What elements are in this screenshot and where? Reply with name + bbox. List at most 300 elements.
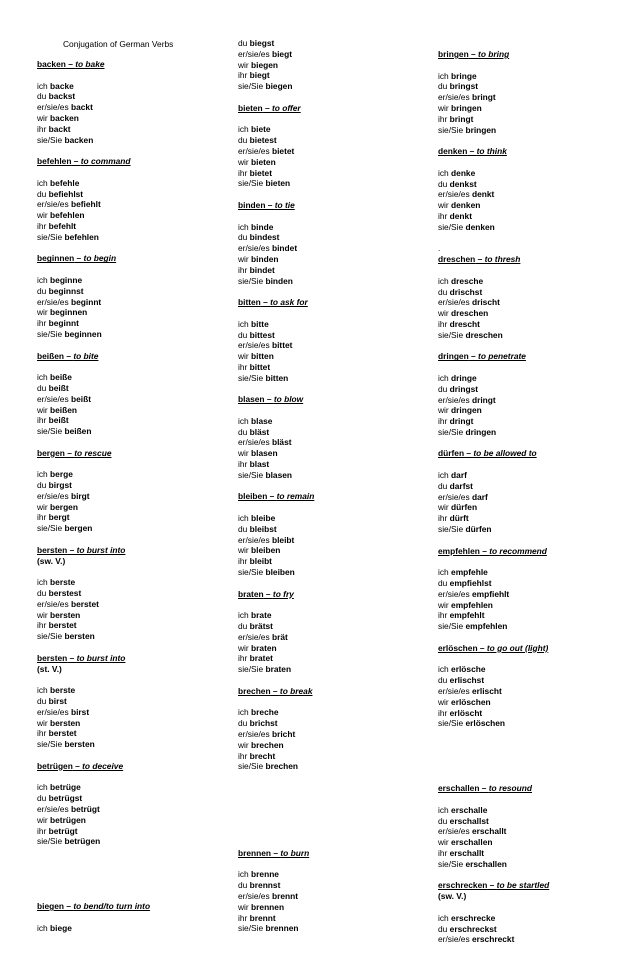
verb-form: erlöscht: [449, 707, 483, 718]
blank-line: [238, 599, 428, 610]
verb-infinitive: empfehlen: [438, 545, 480, 556]
pronoun: wir: [438, 200, 449, 211]
pronoun: sie/Sie: [238, 923, 264, 934]
verb-heading: bitten – to ask for: [238, 297, 308, 308]
verb-form: bringt: [471, 92, 496, 103]
verb-entry: [238, 589, 428, 675]
conjugation-row: [238, 880, 428, 891]
verb-heading: binden – to tie: [238, 199, 295, 210]
conjugation-row: [37, 275, 227, 286]
verb-meaning: to remain: [276, 491, 315, 502]
pronoun: ihr: [238, 70, 248, 81]
conjugation-row: [37, 793, 227, 804]
pronoun: du: [438, 815, 448, 826]
conjugation-row: [238, 340, 428, 351]
pronoun: ihr: [438, 513, 448, 524]
verb-form: empfiehlst: [449, 578, 492, 589]
conjugation-row: [238, 459, 428, 470]
verb-meaning: to penetrate: [478, 351, 526, 362]
verb-form: bringt: [449, 113, 474, 124]
conjugation-row: [37, 588, 227, 599]
pronoun: er/sie/es: [438, 189, 470, 200]
verb-entry: [438, 643, 628, 729]
conjugation-row: [438, 924, 628, 935]
verb-form: beiße: [50, 372, 72, 383]
conjugation-row: [238, 632, 428, 643]
conjugation-row: [37, 512, 227, 523]
pronoun: sie/Sie: [238, 664, 264, 675]
conjugation-row: [37, 685, 227, 696]
conjugation-row: [438, 427, 628, 438]
conjugation-row: [238, 38, 428, 49]
verb-infinitive: blasen: [238, 394, 265, 405]
verb-entry: [37, 545, 227, 642]
pronoun: er/sie/es: [238, 340, 270, 351]
pronoun: ich: [238, 513, 249, 524]
conjugation-column-1: [37, 59, 227, 934]
pronoun: er/sie/es: [238, 437, 270, 448]
pronoun: ihr: [438, 113, 448, 124]
verb-meaning: to bite: [73, 350, 99, 361]
pronoun: ihr: [438, 210, 448, 221]
conjugation-row: [238, 330, 428, 341]
verb-form: blasen: [251, 448, 278, 459]
verb-form: brechen: [251, 739, 284, 750]
conjugation-row: [438, 600, 628, 611]
conjugation-row: [37, 523, 227, 534]
verb-entry: [37, 653, 227, 750]
pronoun: ihr: [438, 318, 448, 329]
pronoun: wir: [238, 901, 249, 912]
verb-meaning: to rescue: [74, 447, 112, 458]
pronoun: sie/Sie: [238, 275, 264, 286]
verb-form: backt: [70, 102, 93, 113]
pronoun: sie/Sie: [37, 836, 63, 847]
pronoun: wir: [238, 545, 249, 556]
pronoun: ich: [238, 221, 249, 232]
verb-heading: dürfen – to be allowed to: [438, 448, 537, 459]
verb-form: erschrecke: [451, 912, 496, 923]
verb-form: bringe: [451, 70, 477, 81]
pronoun: ich: [438, 167, 449, 178]
pronoun: er/sie/es: [438, 826, 470, 837]
conjugation-row: [238, 740, 428, 751]
conjugation-row: [238, 254, 428, 265]
pronoun: ich: [438, 372, 449, 383]
verb-form: bindest: [249, 232, 280, 243]
conjugation-row: [438, 675, 628, 686]
conjugation-row: [37, 199, 227, 210]
pronoun: ich: [37, 685, 48, 696]
pronoun: du: [238, 880, 248, 891]
verb-heading: backen – to bake: [37, 59, 105, 69]
verb-form: dürfen: [451, 502, 478, 513]
verb-form: brätst: [249, 621, 273, 632]
conjugation-row: [238, 124, 428, 135]
verb-meaning: to bend/to turn into: [73, 901, 151, 912]
conjugation-row: [438, 416, 628, 427]
verb-entry: [438, 49, 628, 135]
conjugation-row: [37, 739, 227, 750]
pronoun: ich: [238, 124, 249, 135]
conjugation-row: [238, 556, 428, 567]
verb-entry: [438, 351, 628, 437]
pronoun: wir: [438, 405, 449, 416]
pronoun: wir: [238, 59, 249, 70]
verb-meaning: to burn: [280, 847, 310, 858]
pronoun: du: [238, 523, 248, 534]
pronoun: er/sie/es: [238, 534, 270, 545]
verb-form: blast: [249, 459, 270, 470]
conjugation-row: [37, 718, 227, 729]
verb-form: berste: [50, 685, 76, 696]
conjugation-row: [37, 221, 227, 232]
conjugation-row: [238, 869, 428, 880]
verb-heading: bersten – to burst into: [37, 544, 126, 555]
verb-meaning: to thresh: [484, 254, 521, 265]
conjugation-row: [438, 708, 628, 719]
verb-meaning: to fry: [272, 588, 294, 599]
conjugation-row: [438, 913, 628, 924]
verb-form: brennst: [249, 880, 281, 891]
conjugation-row: [238, 146, 428, 157]
verb-entry: [238, 686, 428, 772]
verb-infinitive: erschallen: [438, 783, 480, 794]
conjugation-row: [438, 837, 628, 848]
pronoun: du: [37, 793, 47, 804]
pronoun: sie/Sie: [438, 221, 464, 232]
verb-form: brät: [271, 631, 288, 642]
blank-line: [238, 211, 428, 222]
verb-form: bläst: [271, 437, 292, 448]
verb-form: bersten: [50, 609, 81, 620]
conjugation-row: [37, 124, 227, 135]
pronoun: ich: [438, 470, 449, 481]
conjugation-row: [438, 686, 628, 697]
verb-infinitive: betrügen: [37, 760, 73, 771]
conjugation-row: [238, 427, 428, 438]
pronoun: er/sie/es: [438, 588, 470, 599]
conjugation-row: [37, 707, 227, 718]
conjugation-row: [238, 60, 428, 71]
verb-meaning: to deceive: [82, 760, 124, 771]
conjugation-row: [238, 157, 428, 168]
pronoun: er/sie/es: [238, 631, 270, 642]
verb-form: bietet: [249, 167, 272, 178]
verb-form: biegst: [249, 38, 275, 48]
conjugation-row: [37, 372, 227, 383]
verb-meaning: to offer: [271, 102, 301, 113]
verb-form: brenne: [251, 869, 279, 880]
conjugation-row: [238, 416, 428, 427]
verb-form: dringst: [449, 383, 479, 394]
conjugation-row: [37, 696, 227, 707]
pronoun: sie/Sie: [238, 469, 264, 480]
pronoun: ich: [238, 415, 249, 426]
conjugation-row: [438, 524, 628, 535]
verb-infinitive: backen: [37, 59, 66, 69]
verb-form: beginnen: [50, 307, 88, 318]
conjugation-row: [438, 718, 628, 729]
verb-meaning: to burst into: [76, 652, 126, 663]
conjugation-column-3: [438, 49, 628, 945]
verb-form: bleibe: [251, 513, 276, 524]
conjugation-row: [238, 319, 428, 330]
conjugation-row: [238, 362, 428, 373]
verb-form: dringen: [465, 426, 497, 437]
verb-entry: [438, 880, 628, 945]
conjugation-row: [37, 599, 227, 610]
verb-form: berstet: [48, 728, 77, 739]
conjugation-row: [238, 81, 428, 92]
verb-form: berge: [50, 469, 73, 480]
verb-form: dürfen: [465, 524, 492, 535]
verb-entry: [37, 59, 227, 145]
conjugation-row: [238, 448, 428, 459]
pronoun: ihr: [37, 123, 47, 134]
pronoun: sie/Sie: [238, 761, 264, 772]
verb-heading: bersten – to burst into: [37, 652, 126, 663]
conjugation-row: [238, 923, 428, 934]
verb-infinitive: dreschen: [438, 254, 476, 265]
conjugation-row: [438, 826, 628, 837]
verb-form: befehlen: [50, 210, 85, 221]
pronoun: wir: [238, 253, 249, 264]
verb-meaning: to tie: [274, 199, 295, 210]
verb-form: blase: [251, 415, 273, 426]
pronoun: du: [238, 232, 248, 243]
pronoun: ihr: [37, 728, 47, 739]
verb-form: erschreckst: [449, 923, 497, 934]
conjugation-row: [438, 664, 628, 675]
conjugation-row: [438, 589, 628, 600]
verb-entry: [37, 253, 227, 339]
verb-form: biegt: [271, 48, 292, 59]
verb-entry: [37, 901, 227, 933]
pronoun: ich: [238, 610, 249, 621]
verb-heading: dringen – to penetrate: [438, 351, 526, 362]
pronoun: er/sie/es: [238, 48, 270, 59]
conjugation-row: [238, 643, 428, 654]
blank-line: [37, 912, 227, 923]
verb-form: betrügt: [48, 825, 78, 836]
pronoun: ich: [238, 707, 249, 718]
verb-heading: denken – to think: [438, 146, 507, 157]
verb-form: biegen: [251, 59, 279, 70]
pronoun: ihr: [238, 912, 248, 923]
conjugation-row: [438, 481, 628, 492]
verb-entry: [238, 200, 428, 286]
verb-form: empfehle: [451, 567, 488, 578]
document-title: Conjugation of German Verbs: [63, 39, 174, 49]
verb-heading: befehlen – to command: [37, 156, 131, 167]
conjugation-row: [438, 373, 628, 384]
pronoun: ich: [37, 177, 48, 188]
blank-line: [438, 654, 628, 665]
verb-entry: [438, 146, 628, 232]
conjugation-row: [37, 113, 227, 124]
verb-form: beißen: [50, 404, 78, 415]
verb-infinitive: bieten: [238, 102, 263, 113]
conjugation-row: [438, 492, 628, 503]
pronoun: er/sie/es: [37, 102, 69, 113]
verb-form: berstet: [48, 620, 77, 631]
conjugation-row: [438, 578, 628, 589]
blank-line: [37, 458, 227, 469]
blank-line: [37, 566, 227, 577]
conjugation-row: [438, 92, 628, 103]
verb-heading: bieten – to offer: [238, 102, 301, 113]
verb-form: befiehlt: [70, 199, 101, 210]
pronoun: wir: [438, 837, 449, 848]
pronoun: ihr: [438, 610, 448, 621]
verb-heading: beginnen – to begin: [37, 253, 117, 264]
conjugation-row: [37, 189, 227, 200]
conjugation-row: [438, 502, 628, 513]
verb-form: backe: [50, 80, 74, 91]
pronoun: sie/Sie: [438, 124, 464, 135]
verb-infinitive: biegen: [37, 901, 64, 912]
verb-form: dresche: [451, 275, 484, 286]
verb-form: erlischt: [471, 686, 502, 697]
blank-line: [438, 794, 628, 805]
verb-form: darf: [471, 491, 488, 502]
pronoun: wir: [438, 696, 449, 707]
pronoun: ich: [37, 469, 48, 480]
pronoun: ihr: [37, 825, 47, 836]
conjugation-row: [238, 707, 428, 718]
verb-entry: [238, 394, 428, 480]
conjugation-row: [438, 330, 628, 341]
conjugation-row: [438, 287, 628, 298]
conjugation-row: [37, 383, 227, 394]
verb-form: befehlen: [64, 231, 99, 242]
verb-form: braten: [265, 664, 292, 675]
verb-meaning: to blow: [273, 394, 304, 405]
blank-line: [238, 114, 428, 125]
verb-form: biegt: [249, 70, 270, 81]
conjugation-row: [238, 902, 428, 913]
pronoun: ihr: [438, 847, 448, 858]
conjugation-row: [238, 610, 428, 621]
verb-form: erschallen: [465, 858, 507, 869]
verb-infinitive: bitten: [238, 297, 261, 308]
pronoun: wir: [238, 739, 249, 750]
pronoun: wir: [37, 501, 48, 512]
pronoun: du: [438, 480, 448, 491]
verb-form: empfehlt: [449, 610, 485, 621]
verb-form: dreschen: [465, 329, 503, 340]
conjugation-row: [37, 491, 227, 502]
conjugation-row: [37, 232, 227, 243]
conjugation-row: [438, 297, 628, 308]
pronoun: du: [238, 329, 248, 340]
pronoun: er/sie/es: [438, 394, 470, 405]
verb-form: betrügen: [64, 836, 101, 847]
pronoun: er/sie/es: [438, 686, 470, 697]
verb-infinitive: braten: [238, 588, 264, 599]
pronoun: du: [238, 621, 248, 632]
pronoun: sie/Sie: [37, 523, 63, 534]
pronoun: er/sie/es: [37, 199, 69, 210]
pronoun: wir: [37, 307, 48, 318]
verb-form: drischt: [471, 297, 500, 308]
verb-entry: [238, 848, 428, 934]
pronoun: ihr: [238, 459, 248, 470]
verb-form: bratet: [249, 653, 273, 664]
verb-form: erschallt: [471, 826, 507, 837]
pronoun: du: [37, 480, 47, 491]
conjugation-row: [438, 125, 628, 136]
pronoun: sie/Sie: [37, 328, 63, 339]
conjugation-row: [438, 114, 628, 125]
conjugation-row: [238, 222, 428, 233]
verb-form: bringst: [449, 81, 479, 92]
blank-line: [238, 697, 428, 708]
verb-form: bläst: [249, 426, 270, 437]
conjugation-row: [438, 513, 628, 524]
pronoun: ich: [438, 804, 449, 815]
conjugation-row: [438, 405, 628, 416]
blank-line: [438, 902, 628, 913]
pronoun: wir: [438, 502, 449, 513]
verb-form: berstest: [48, 588, 82, 599]
verb-form: denken: [465, 221, 495, 232]
verb-form: beginne: [50, 274, 83, 285]
pronoun: ich: [438, 912, 449, 923]
pronoun: sie/Sie: [438, 718, 464, 729]
conjugation-row: [37, 329, 227, 340]
verb-entry: [438, 243, 628, 340]
conjugation-row: [238, 524, 428, 535]
verb-form: bittet: [271, 340, 293, 351]
pronoun: wir: [238, 351, 249, 362]
conjugation-row: [238, 664, 428, 675]
verb-form: bieten: [251, 156, 276, 167]
verb-form: dürft: [449, 513, 469, 524]
pronoun: wir: [37, 112, 48, 123]
conjugation-row: [37, 307, 227, 318]
verb-entry: [438, 448, 628, 534]
verb-form: bietet: [271, 145, 295, 156]
verb-form: bieten: [265, 178, 291, 189]
pronoun: wir: [238, 448, 249, 459]
blank-line: [438, 362, 628, 373]
verb-form: erlösche: [451, 664, 486, 675]
pronoun: ich: [37, 922, 48, 933]
pronoun: du: [438, 578, 448, 589]
pronoun: du: [438, 383, 448, 394]
conjugation-row: [438, 211, 628, 222]
pronoun: ihr: [238, 750, 248, 761]
pronoun: du: [438, 923, 448, 934]
conjugation-row: [238, 751, 428, 762]
conjugation-row: [438, 567, 628, 578]
pronoun: du: [438, 81, 448, 92]
verb-heading: beißen – to bite: [37, 350, 99, 361]
verb-form: denken: [451, 200, 481, 211]
verb-form: betrügst: [48, 793, 83, 804]
pronoun: du: [37, 382, 47, 393]
conjugation-row: [438, 168, 628, 179]
pronoun: er/sie/es: [37, 296, 69, 307]
conjugation-row: [438, 222, 628, 233]
conjugation-row: [438, 816, 628, 827]
pronoun: ihr: [238, 167, 248, 178]
verb-infinitive: dürfen: [438, 448, 465, 459]
verb-meaning: to break: [279, 685, 313, 696]
verb-form: bersten: [64, 739, 95, 750]
